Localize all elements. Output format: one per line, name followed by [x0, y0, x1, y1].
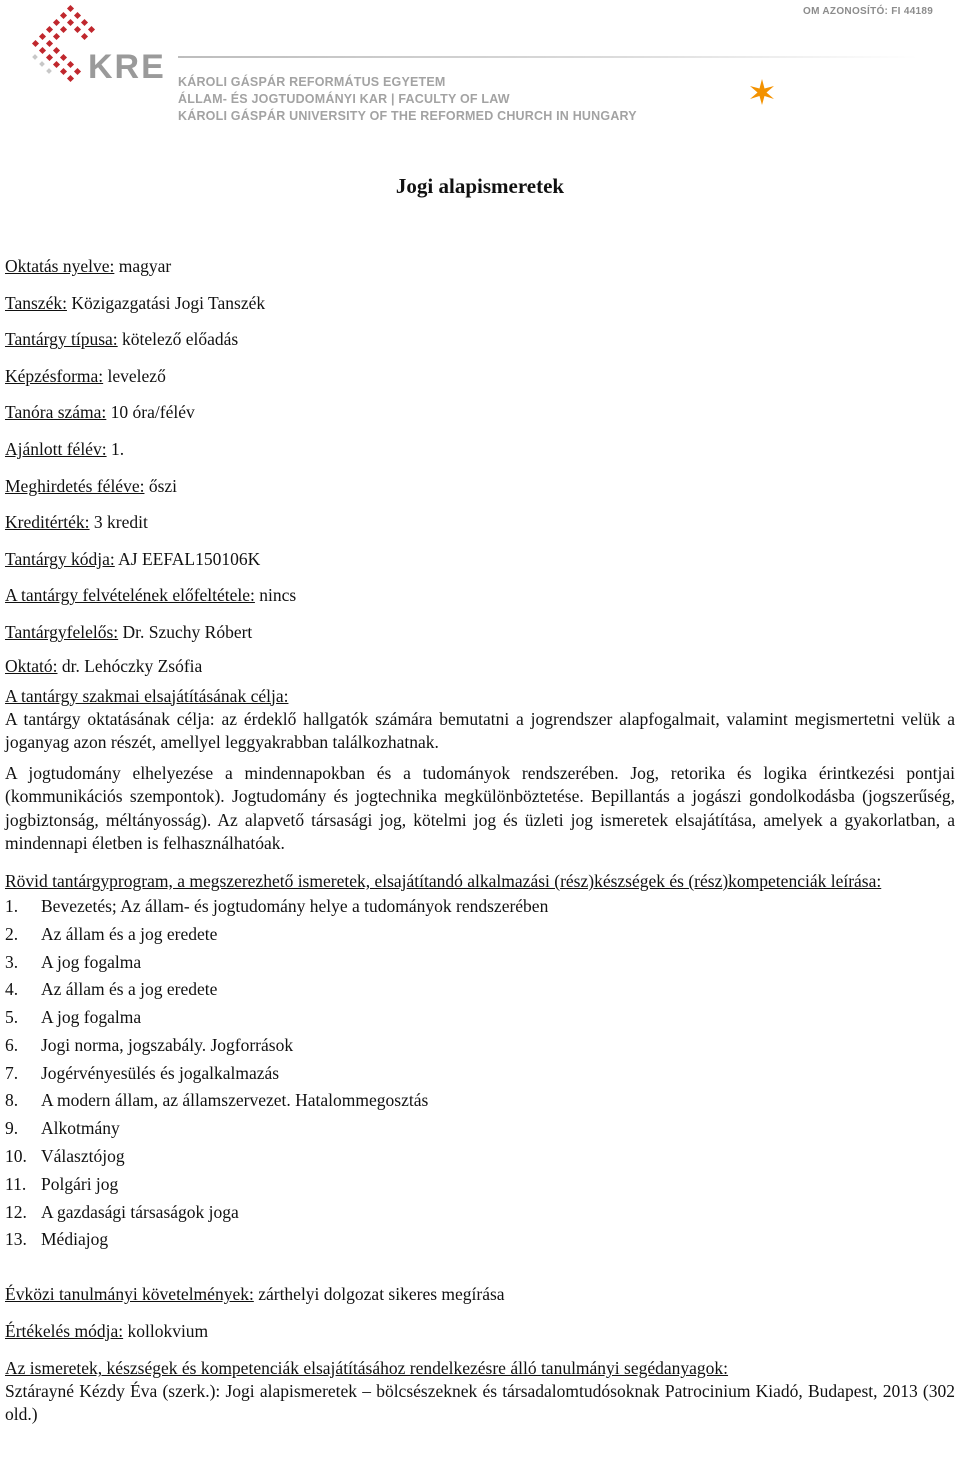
- university-name: [178, 74, 637, 125]
- requirements-row: [5, 1276, 955, 1313]
- field-label: Oktató:: [5, 655, 58, 676]
- list-item: 1. Bevezetés; Az állam- és jogtudomány helye a tudományok rendszerében: [5, 895, 549, 916]
- field-row: [5, 431, 955, 468]
- assessment-row: [5, 1313, 955, 1350]
- field-value: levelező: [103, 365, 166, 386]
- requirements-label: Évközi tanulmányi követelmények:: [5, 1284, 254, 1305]
- om-identifier: OM AZONOSÍTÓ: FI 44189: [803, 6, 934, 17]
- list-item: 6. Jogi norma, jogszabály. Jogforrások: [5, 1034, 294, 1055]
- field-value: Dr. Szuchy Róbert: [118, 621, 253, 642]
- university-line: ÁLLAM- ÉS JOGTUDOMÁNYI KAR | FACULTY OF LAW: [178, 92, 510, 106]
- field-label: Tanszék:: [5, 292, 67, 313]
- star-icon: [748, 78, 776, 106]
- requirements-value: zárthelyi dolgozat sikeres megírása: [253, 1284, 505, 1305]
- list-item: 4. Az állam és a jog eredete: [5, 979, 218, 1000]
- list-item: 3. A jog fogalma: [5, 951, 142, 972]
- field-label: Képzésforma:: [5, 365, 104, 386]
- field-label: Meghirdetés féléve:: [5, 475, 145, 496]
- list-item: 13. Médiajog: [5, 1229, 109, 1250]
- field-value: nincs: [254, 585, 297, 606]
- list-item: 9. Alkotmány: [5, 1118, 120, 1139]
- field-value: AJ EEFAL150106K: [114, 548, 261, 569]
- university-line: KÁROLI GÁSPÁR UNIVERSITY OF THE REFORMED CHURCH IN HUNGARY: [178, 109, 637, 123]
- list-item: 8. A modern állam, az államszervezet. Hatalommegosztás: [5, 1090, 429, 1111]
- field-row: [5, 541, 955, 578]
- field-value: magyar: [114, 256, 172, 276]
- assessment-value: kollokvium: [123, 1320, 209, 1341]
- page-header: [0, 0, 960, 130]
- header-divider: [178, 56, 918, 58]
- field-row: [5, 248, 955, 285]
- assessment-label: Értékelés módja:: [5, 1320, 124, 1341]
- page-title: Jogi alapismeretek: [395, 174, 565, 198]
- university-line: KÁROLI GÁSPÁR REFORMÁTUS EGYETEM: [178, 75, 446, 89]
- list-item: 12. A gazdasági társaságok joga: [5, 1201, 239, 1222]
- field-value: őszi: [144, 475, 178, 496]
- field-value: Közigazgatási Jogi Tanszék: [66, 292, 266, 313]
- course-description: [5, 248, 955, 1426]
- field-label: Tantárgy kódja:: [5, 548, 115, 569]
- field-value: 10 óra/félév: [106, 402, 195, 423]
- field-value: 3 kredit: [89, 512, 148, 533]
- field-label: A tantárgy felvételének előfeltétele:: [5, 585, 255, 606]
- field-label: Tanóra száma:: [5, 402, 107, 423]
- materials-heading: Az ismeretek, készségek és kompetenciák elsajátításához rendelkezésre álló tanulmányi segédanyagok:: [5, 1358, 729, 1379]
- field-label: Tantárgyfelelős:: [5, 621, 119, 642]
- program-heading: Rövid tantárgyprogram, a megszerezhető ismeretek, elsajátítandó alkalmazási (rész)készségek és (rész)kompetenciák leírása:: [5, 870, 882, 891]
- field-row: [5, 614, 955, 651]
- materials-text: Sztárayné Kézdy Éva (szerk.): Jogi alapismeretek – bölcsészeknek és társadalomtudósoknak Patrocinium Kiadó, Budapest, 2013 (302 old.): [5, 1381, 955, 1425]
- field-row: [5, 394, 955, 431]
- field-label: Kreditérték:: [5, 512, 90, 533]
- field-value: kötelező előadás: [117, 329, 239, 350]
- list-item: 5. A jog fogalma: [5, 1007, 142, 1028]
- field-row: [5, 321, 955, 358]
- field-value: 1.: [106, 438, 125, 459]
- program-list: [5, 893, 955, 1254]
- goal-heading: A tantárgy szakmai elsajátításának célja:: [5, 685, 289, 706]
- list-item: 7. Jogérvényesülés és jogalkalmazás: [5, 1062, 280, 1083]
- field-row: [5, 651, 955, 681]
- field-row: [5, 577, 955, 614]
- list-item: 2. Az állam és a jog eredete: [5, 923, 218, 944]
- field-value: dr. Lehóczky Zsófia: [57, 655, 203, 676]
- field-label: Tantárgy típusa:: [5, 329, 118, 350]
- field-row: [5, 468, 955, 505]
- field-row: [5, 504, 955, 541]
- goal-text: A tantárgy oktatásának célja: az érdeklő hallgatók számára bemutatni a jogrendszer alapfogalmait, valamint megismertetni velük a joganyag azon részét, amellyel leggyakrabban találkozhatnak.: [5, 708, 955, 752]
- field-row: [5, 358, 955, 395]
- field-row: [5, 285, 955, 322]
- logo-text: KRE: [88, 48, 166, 86]
- goal-text: A jogtudomány elhelyezése a mindennapokban és a tudományok rendszerében. Jog, retorika és logika érintkezési pontjai (kommunikációs szempontok). Jogtudomány és jogtechnika megkülönböztetése. Bepillantás a jogászi gondolkodásba (jogszerűség, jogbiztonság, méltányosság). Az alapvető társasági jog, kötelmi jog és üzleti jog ismeretek elsajátítása, amelyek a gyakorlatban, a mindennapi életben is felhasználhatóak.: [5, 762, 955, 854]
- list-item: 10. Választójog: [5, 1146, 125, 1167]
- list-item: 11. Polgári jog: [5, 1173, 119, 1194]
- field-label: Ajánlott félév:: [5, 438, 107, 459]
- field-label: Oktatás nyelve:: [5, 256, 115, 276]
